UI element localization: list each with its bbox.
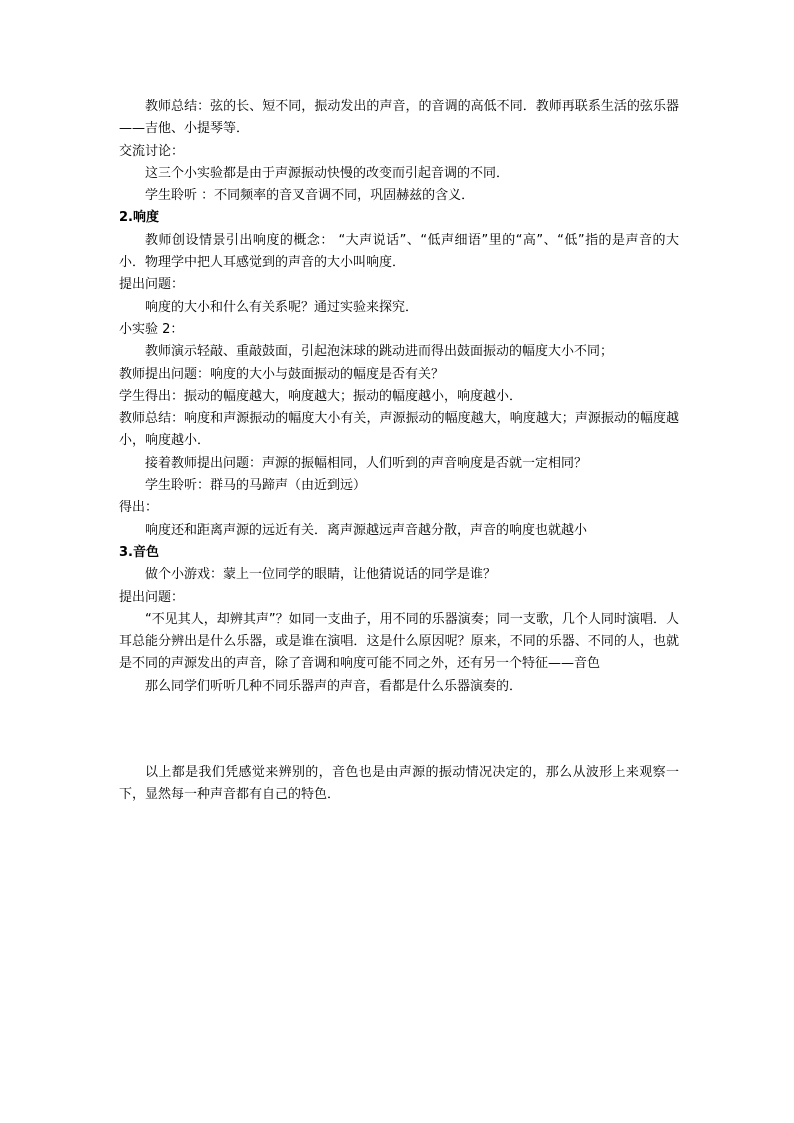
section-heading: 3.音色: [119, 544, 159, 560]
paragraph: 学生聆听 ：不同频率的音叉音调不同，巩固赫兹的含义．: [145, 188, 475, 204]
document-body: [119, 96, 679, 806]
paragraph: 这三个小实验都是由于声源振动快慢的改变而引起音调的不同．: [145, 165, 510, 181]
paragraph-list: [119, 96, 679, 698]
paragraph: “不见其人，却辨其声”？如同一支曲子，用不同的乐器演奏；同一支歌，几个人同时演唱．人耳总能分辨出是什么乐器，或是谁在演唱．这是什么原因呢？原来，不同的乐器、不同的人，也就是不同的声源发出的声音，除了音调和响度可能不同之外，还有另一个特征——音色: [119, 611, 679, 672]
paragraph: 教师演示轻敲、重敲鼓面，引起泡沫球的跳动进而得出鼓面振动的幅度大小不同；: [145, 344, 614, 360]
paragraph: 接着教师提出问题：声源的振幅相同，人们听到的声音响度是否就一定相同？: [145, 455, 588, 471]
figure-gap: [119, 698, 679, 762]
paragraph: 提出问题：: [119, 589, 185, 605]
paragraph: 那么同学们听听几种不同乐器声的声音，看都是什么乐器演奏的．: [145, 678, 523, 694]
paragraph: 提出问题：: [119, 277, 185, 293]
paragraph: 学生得出：振动的幅度越大，响度越大；振动的幅度越小，响度越小．: [119, 388, 523, 404]
paragraph: 得出：: [119, 500, 159, 516]
paragraph: 响度还和距离声源的远近有关．离声源越远声音越分散，声音的响度也就越小: [145, 522, 588, 538]
closing-paragraph: 以上都是我们凭感觉来辨别的，音色也是由声源的振动情况决定的，那么从波形上来观察一下，显然每一种声音都有自己的特色．: [119, 765, 679, 803]
section-heading: 2.响度: [119, 210, 159, 226]
paragraph: 做个小游戏：蒙上一位同学的眼睛，让他猜说话的同学是谁？: [145, 567, 497, 583]
paragraph: 响度的大小和什么有关系呢？通过实验来探究．: [145, 299, 419, 315]
paragraph: 教师总结：弦的长、短不同，振动发出的声音，的音调的高低不同．教师再联系生活的弦乐器——吉他、小提琴等．: [119, 99, 679, 137]
paragraph: 教师总结：响度和声源振动的幅度大小有关，声源振动的幅度越大，响度越大；声源振动的幅度越小，响度越小．: [119, 411, 679, 449]
paragraph: 交流讨论：: [119, 143, 185, 159]
paragraph: 小实验 2：: [119, 321, 184, 337]
paragraph: 学生聆听：群马的马蹄声（由近到远）: [145, 478, 367, 494]
paragraph: 教师提出问题：响度的大小与鼓面振动的幅度是否有关？: [119, 366, 445, 382]
paragraph: 教师创设情景引出响度的概念： “大声说话”、“低声细语”里的“高”、“低”指的是声音的大小．物理学中把人耳感觉到的声音的大小叫响度．: [119, 232, 679, 271]
